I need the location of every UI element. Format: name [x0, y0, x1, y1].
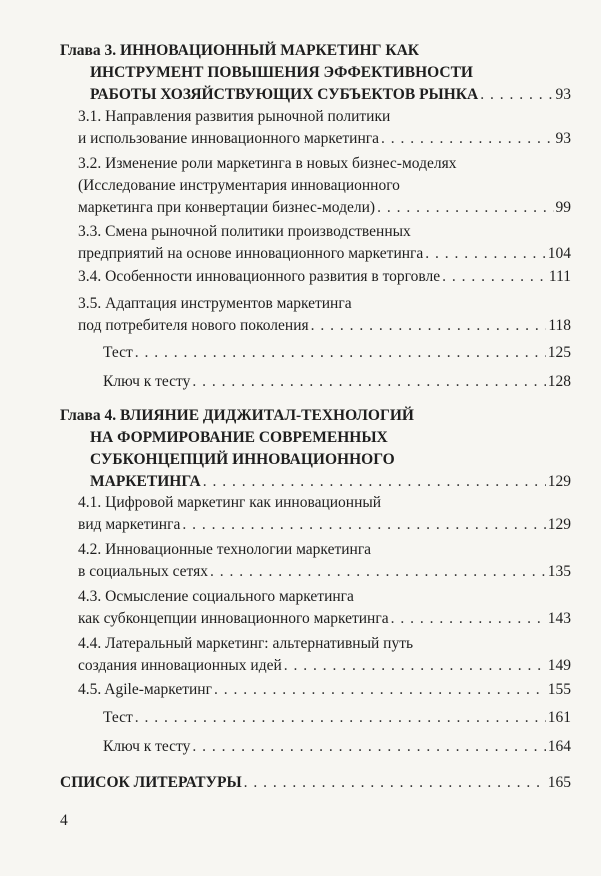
toc-entry-s4-5 [78, 679, 571, 701]
toc-entry-s4-4 [78, 633, 571, 677]
toc-entry-key3 [103, 371, 571, 393]
toc-entry-text: 3.1. Направления развития рыночной политики [78, 108, 391, 125]
toc-page-number: 93 [555, 86, 571, 103]
toc-page-number: 118 [548, 317, 571, 334]
toc-entry-text: НА ФОРМИРОВАНИЕ СОВРЕМЕННЫХ [90, 429, 388, 446]
dot-leader [377, 197, 553, 219]
toc-entry-text: (Исследование инструментария инновационного [78, 177, 400, 194]
toc-entry-text: Тест [103, 709, 133, 726]
toc-entry-text: Ключ к тесту [103, 738, 191, 755]
toc-entry-test3 [103, 342, 571, 364]
toc-entry-s3-4 [78, 266, 571, 288]
page-number: 4 [60, 812, 68, 829]
toc-page-number: 135 [547, 563, 571, 580]
toc-page-number: 125 [547, 344, 571, 361]
dot-leader [203, 471, 546, 493]
toc-entry-text: МАРКЕТИНГА [90, 473, 201, 490]
toc-entry-s3-3 [78, 221, 571, 265]
toc-entry-s4-3 [78, 586, 571, 630]
toc-page-number: 111 [548, 268, 571, 285]
dot-leader [311, 315, 547, 337]
toc-entry-text: 4.2. Инновационные технологии маркетинга [78, 541, 372, 558]
toc-page-number: 129 [547, 516, 571, 533]
toc-entry-text: 3.4. Особенности инновационного развития в торговле [78, 268, 441, 285]
toc-page-number: 149 [547, 657, 571, 674]
toc-entry-s3-1 [78, 106, 571, 150]
toc-entry-ch3 [60, 40, 571, 106]
toc-entry-text: маркетинга при конвертации бизнес-модели) [78, 199, 376, 216]
toc-entry-text: РАБОТЫ ХОЗЯЙСТВУЮЩИХ СУБЪЕКТОВ РЫНКА [90, 86, 479, 103]
dot-leader [135, 707, 546, 729]
toc-page-number: 165 [547, 774, 571, 791]
toc-page-number: 164 [547, 738, 571, 755]
toc-entry-text: в социальных сетях [78, 563, 208, 580]
toc-page-number: 161 [547, 709, 571, 726]
toc-entry-s4-2 [78, 539, 571, 583]
dot-leader [135, 342, 546, 364]
toc-entry-s3-5 [78, 293, 571, 337]
toc-entry-s3-2 [78, 153, 571, 219]
toc-entry-text: предприятий на основе инновационного маркетинга [78, 245, 424, 262]
toc-entry-test4 [103, 707, 571, 729]
toc-page-number: 128 [547, 373, 571, 390]
toc-entry-text: Глава 4. ВЛИЯНИЕ ДИДЖИТАЛ-ТЕХНОЛОГИЙ [60, 407, 414, 424]
toc-entry-text: 3.3. Смена рыночной политики производственных [78, 223, 411, 240]
toc-entry-text: ИНСТРУМЕНТ ПОВЫШЕНИЯ ЭФФЕКТИВНОСТИ [90, 64, 473, 81]
dot-leader [192, 371, 545, 393]
toc-entry-key4 [103, 736, 571, 758]
toc-entry-text: 3.2. Изменение роли маркетинга в новых бизнес-моделях [78, 155, 457, 172]
dot-leader [210, 561, 546, 583]
toc-page-number: 129 [547, 473, 571, 490]
dot-leader [244, 772, 546, 794]
dot-leader [192, 736, 545, 758]
dot-leader [284, 655, 546, 677]
toc-entry-text: 4.5. Agile-маркетинг [78, 681, 212, 698]
toc-entry-text: СУБКОНЦЕПЦИЙ ИННОВАЦИОННОГО [90, 451, 395, 468]
toc-page-number: 155 [547, 681, 571, 698]
toc-entry-text: как субконцепции инновационного маркетинга [78, 610, 389, 627]
toc-entry-text: создания инновационных идей [78, 657, 282, 674]
toc-entry-text: и использование инновационного маркетинга [78, 130, 379, 147]
dot-leader [425, 243, 545, 265]
toc-entry-text: под потребителя нового поколения [78, 317, 309, 334]
toc-entry-refs [60, 772, 571, 794]
dot-leader [480, 84, 553, 106]
toc-entry-s4-1 [78, 492, 571, 536]
dot-leader [182, 514, 545, 536]
toc-entry-text: Тест [103, 344, 133, 361]
toc-page-number: 143 [547, 610, 571, 627]
toc-entry-text: вид маркетинга [78, 516, 181, 533]
toc-entry-text: 4.3. Осмысление социального маркетинга [78, 588, 354, 605]
dot-leader [214, 679, 546, 701]
toc-page-number: 99 [555, 199, 571, 216]
toc-entry-text: Глава 3. ИННОВАЦИОННЫЙ МАРКЕТИНГ КАК [60, 42, 419, 59]
toc-entry-text: СПИСОК ЛИТЕРАТУРЫ [60, 774, 242, 791]
dot-leader [442, 266, 547, 288]
dot-leader [381, 128, 554, 150]
toc-entry-text: Ключ к тесту [103, 373, 191, 390]
toc-entry-text: 3.5. Адаптация инструментов маркетинга [78, 295, 352, 312]
toc-entry-text: 4.4. Латеральный маркетинг: альтернативный путь [78, 635, 414, 652]
toc-page-number: 93 [555, 130, 571, 147]
toc-entry-text: 4.1. Цифровой маркетинг как инновационный [78, 494, 382, 511]
toc-entry-ch4 [60, 405, 571, 493]
toc-page-number: 104 [547, 245, 571, 262]
dot-leader [391, 608, 546, 630]
